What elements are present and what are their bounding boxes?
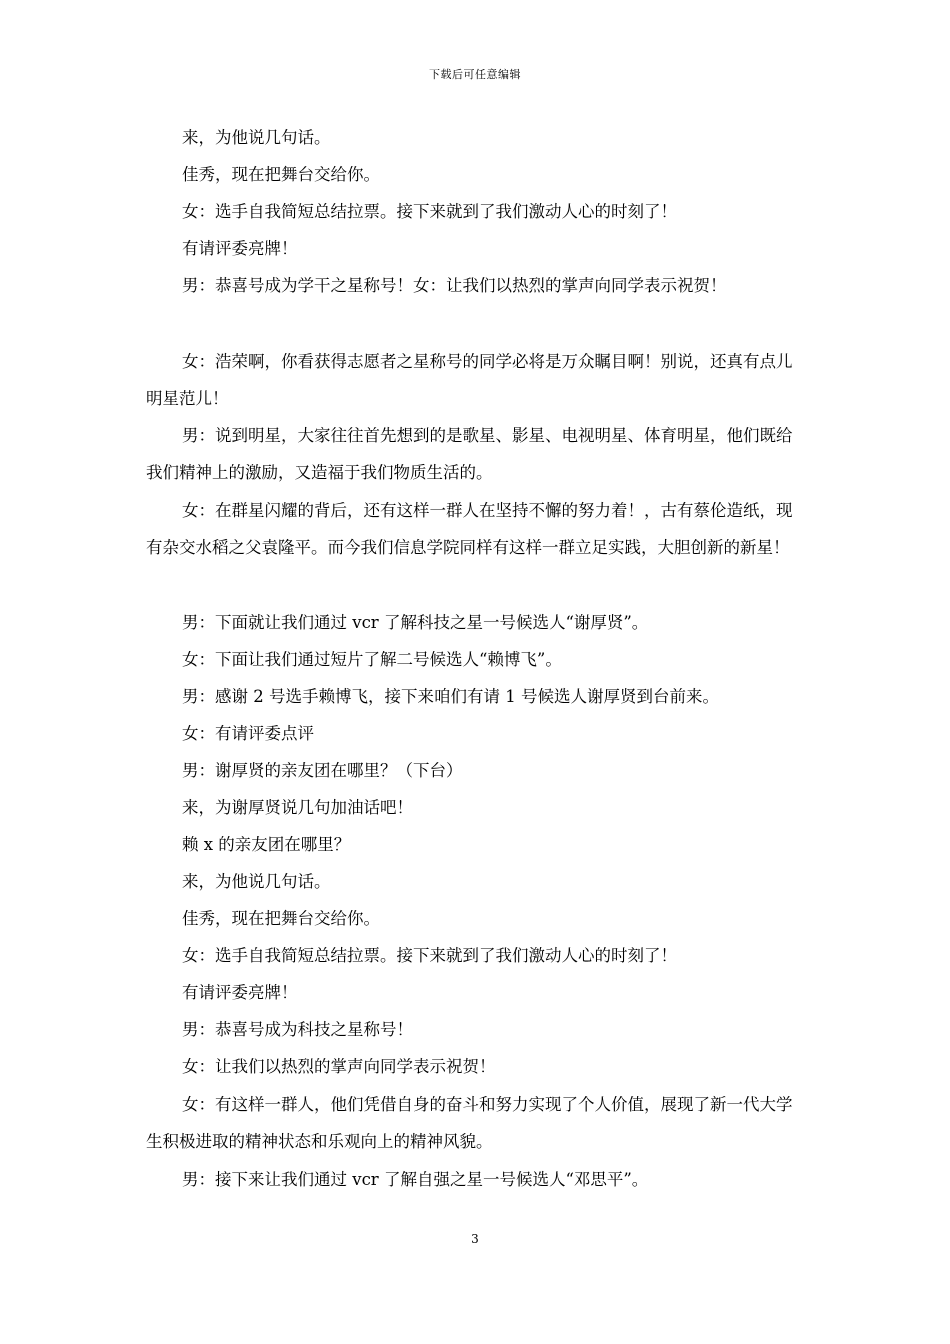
paragraph-8: 女：在群星闪耀的背后，还有这样一群人在坚持不懈的努力着！，古有蔡伦造纸，现有杂交水稻之父袁隆平。而今我们信息学院同样有这样一群立足实践，大胆创新的新星！ <box>146 501 793 557</box>
paragraph-13: 男：谢厚贤的亲友团在哪里？（下台） <box>182 761 463 780</box>
paragraph-19: 有请评委亮牌！ <box>182 983 298 1002</box>
paragraph-15: 赖 x 的亲友团在哪里？ <box>182 835 351 854</box>
paragraph-11: 男：感谢 2 号选手赖博飞，接下来咱们有请 1 号候选人谢厚贤到台前来。 <box>182 687 719 706</box>
paragraph-7: 男：说到明星，大家往往首先想到的是歌星、影星、电视明星、体育明星，他们既给我们精神上的激励，又造福于我们物质生活的。 <box>146 426 793 482</box>
paragraph-10: 女：下面让我们通过短片了解二号候选人“赖博飞”。 <box>182 650 562 669</box>
paragraph-2: 佳秀，现在把舞台交给你。 <box>182 165 380 184</box>
paragraph-21: 女：让我们以热烈的掌声向同学表示祝贺！ <box>182 1057 496 1076</box>
paragraph-3: 女：选手自我简短总结拉票。接下来就到了我们激动人心的时刻了！ <box>182 202 677 221</box>
paragraph-9: 男：下面就让我们通过 vcr 了解科技之星一号候选人“谢厚贤”。 <box>182 613 649 632</box>
paragraph-23: 男：接下来让我们通过 vcr 了解自强之星一号候选人“邓思平”。 <box>182 1170 649 1189</box>
paragraph-17: 佳秀，现在把舞台交给你。 <box>182 909 380 928</box>
paragraph-14: 来，为谢厚贤说几句加油话吧！ <box>182 798 413 817</box>
paragraph-5: 男：恭喜号成为学干之星称号！女：让我们以热烈的掌声向同学表示祝贺！ <box>182 276 727 295</box>
paragraph-20: 男：恭喜号成为科技之星称号！ <box>182 1020 413 1039</box>
page-header: 下载后可任意编辑 <box>429 68 521 81</box>
paragraph-16: 来，为他说几句话。 <box>182 872 331 891</box>
paragraph-1: 来，为他说几句话。 <box>182 128 331 147</box>
paragraph-4: 有请评委亮牌！ <box>182 239 298 258</box>
page-number: 3 <box>471 1232 479 1246</box>
paragraph-22: 女：有这样一群人，他们凭借自身的奋斗和努力实现了个人价值，展现了新一代大学生积极进取的精神状态和乐观向上的精神风貌。 <box>146 1095 793 1151</box>
paragraph-6: 女：浩荣啊，你看获得志愿者之星称号的同学必将是万众瞩目啊！别说，还真有点儿明星范儿！ <box>146 352 793 408</box>
paragraph-12: 女：有请评委点评 <box>182 724 314 743</box>
paragraph-18: 女：选手自我简短总结拉票。接下来就到了我们激动人心的时刻了！ <box>182 946 677 965</box>
